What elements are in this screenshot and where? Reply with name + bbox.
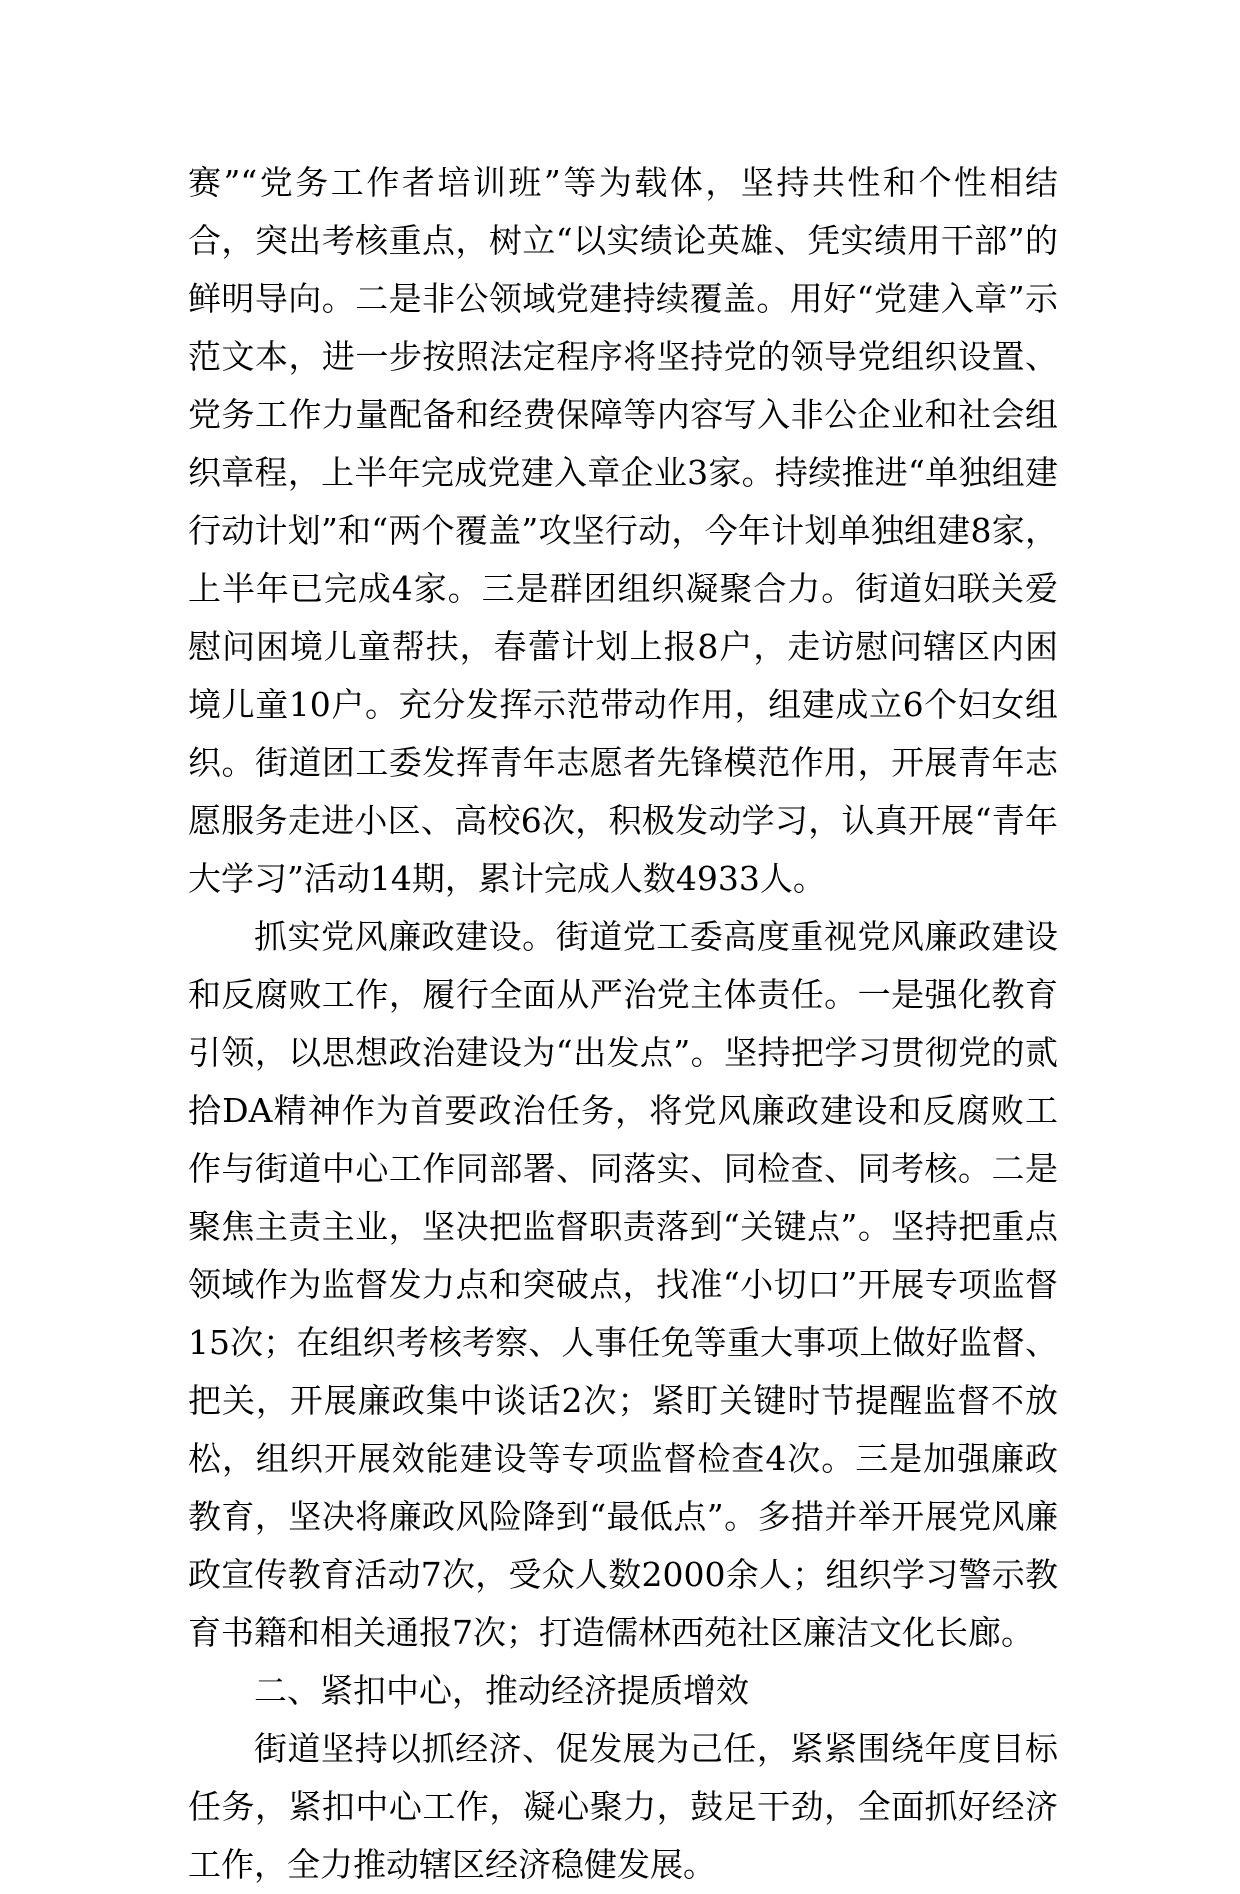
section-heading: 二、紧扣中心，推动经济提质增效 bbox=[254, 1671, 749, 1710]
document-page bbox=[188, 154, 1058, 1894]
paragraph-integrity-building: 抓实党风廉政建设。街道党工委高度重视党风廉政建设和反腐败工作，履行全面从严治党主体责任。一是强化教育引领，以思想政治建设为“出发点”。坚持把学习贯彻党的贰拾DA精神作为首要政治任务，将党风廉政建设和反腐败工作与街道中心工作同部署、同落实、同检查、同考核。二是聚焦主责主业，坚决把监督职责落到“关键点”。坚持把重点领域作为监督发力点和突破点，找准“小切口”开展专项监督15次；在组织考核考察、人事任免等重大事项上做好监督、把关，开展廉政集中谈话2次；紧盯关键时节提醒监督不放松，组织开展效能建设等专项监督检查4次。三是加强廉政教育，坚决将廉政风险降到“最低点”。多措并举开展党风廉政宣传教育活动7次，受众人数2000余人；组织学习警示教育书籍和相关通报7次；打造儒林西苑社区廉洁文化长廊。 bbox=[188, 917, 1058, 1652]
paragraph-economy-intro: 街道坚持以抓经济、促发展为己任，紧紧围绕年度目标任务，紧扣中心工作，凝心聚力，鼓足干劲，全面抓好经济工作，全力推动辖区经济稳健发展。 bbox=[188, 1729, 1058, 1884]
paragraph-party-building-coverage: 赛”“党务工作者培训班”等为载体，坚持共性和个性相结合，突出考核重点，树立“以实绩论英雄、凭实绩用干部”的鲜明导向。二是非公领域党建持续覆盖。用好“党建入章”示范文本，进一步按照法定程序将坚持党的领导党组织设置、党务工作力量配备和经费保障等内容写入非公企业和社会组织章程，上半年完成党建入章企业3家。持续推进“单独组建行动计划”和“两个覆盖”攻坚行动，今年计划单独组建8家，上半年已完成4家。三是群团组织凝聚合力。街道妇联关爱慰问困境儿童帮扶，春蕾计划上报8户，走访慰问辖区内困境儿童10户。充分发挥示范带动作用，组建成立6个妇女组织。街道团工委发挥青年志愿者先锋模范作用，开展青年志愿服务走进小区、高校6次，积极发动学习，认真开展“青年大学习”活动14期，累计完成人数4933人。 bbox=[188, 163, 1058, 898]
